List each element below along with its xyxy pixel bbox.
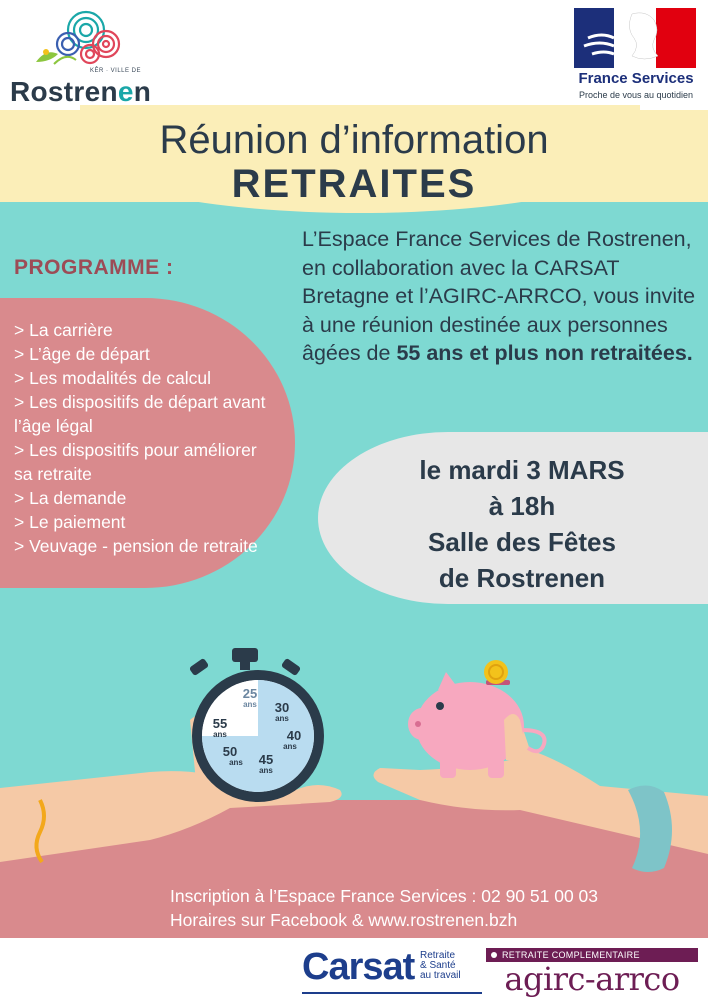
carsat-tagline <box>420 951 461 981</box>
rostrenen-logo <box>8 8 158 106</box>
dial-label-num: 25 <box>242 686 258 701</box>
stopwatch-icon <box>189 648 324 802</box>
event-time: à 18h <box>488 491 556 521</box>
programme-item: > Les dispositifs de départ avant l’âge légal <box>14 392 266 436</box>
title-line1: Réunion d’information <box>159 118 549 162</box>
footer-hours: Horaires sur Facebook & www.rostrenen.bzh <box>170 910 518 930</box>
hands-illustration <box>0 640 708 900</box>
carsat-tag2: & Santé <box>420 960 456 971</box>
event-date: le mardi 3 MARS <box>419 455 625 485</box>
town-flower-icon <box>26 8 126 72</box>
programme-list <box>14 318 279 558</box>
dial-label-num: 55 <box>212 716 228 731</box>
carsat-tag3: au travail <box>420 970 461 981</box>
programme-item: > Veuvage - pension de retraite <box>14 536 258 556</box>
town-tag: KÊR · VILLE DE <box>90 68 142 74</box>
town-name-part2: n <box>133 76 152 107</box>
dial-label-num: 50 <box>222 744 238 759</box>
france-services-subtitle: Proche de vous au quotidien <box>578 90 694 100</box>
carsat-tag1: Retraite <box>420 950 456 961</box>
programme-item: > L’âge de départ <box>14 344 150 364</box>
agirc-dot-icon <box>491 952 497 958</box>
programme-item: > La carrière <box>14 320 113 340</box>
dial-label-num: 40 <box>286 728 302 743</box>
agirc-arrco-logo <box>486 948 698 998</box>
town-name-accent: e <box>117 76 134 107</box>
left-fingers <box>296 785 342 804</box>
dial-label-unit: ans <box>243 700 257 709</box>
dial-label-unit: ans <box>275 714 289 723</box>
dial-label-unit: ans <box>259 766 273 775</box>
dial-label-num: 30 <box>274 700 290 715</box>
event-place-line2: de Rostrenen <box>438 563 606 593</box>
town-name <box>10 76 151 108</box>
agirc-wordmark: agirc-arrco <box>504 960 680 998</box>
intro-paragraph <box>302 225 702 368</box>
programme-item: > La demande <box>14 488 127 508</box>
programme-label: PROGRAMME : <box>14 256 174 279</box>
france-services-title: France Services <box>578 70 694 87</box>
dial-label-num: 45 <box>258 752 274 767</box>
dial-label-unit: ans <box>229 758 243 767</box>
france-services-logo <box>572 8 700 104</box>
dial-label-unit: ans <box>283 742 297 751</box>
programme-item: > Les dispositifs pour améliorer sa retraite <box>14 440 257 484</box>
marianne-flag-icon <box>574 8 696 68</box>
agirc-band-text: RETRAITE COMPLEMENTAIRE <box>502 950 640 960</box>
event-place-line1: Salle des Fêtes <box>428 527 616 557</box>
programme-item: > Les modalités de calcul <box>14 368 211 388</box>
title-line2: RETRAITES <box>231 162 477 206</box>
footer-registration: Inscription à l’Espace France Services : 02 90 51 00 03 <box>170 886 599 906</box>
programme-item: > Le paiement <box>14 512 126 532</box>
carsat-underline <box>302 992 482 994</box>
carsat-logo <box>302 946 482 998</box>
town-name-part1: Rostren <box>10 76 118 107</box>
intro-text: L’Espace France Services de Rostrenen, en collaboration avec la CARSAT Bretagne et l’AGIRC-ARRCO, vous invite à une réunion destinée aux personnes âgées de <box>302 227 696 365</box>
event-details <box>372 452 672 596</box>
dial-label-unit: ans <box>213 730 227 739</box>
intro-bold: 55 ans et plus non retraitées. <box>396 341 693 365</box>
carsat-wordmark: Carsat <box>302 946 415 988</box>
